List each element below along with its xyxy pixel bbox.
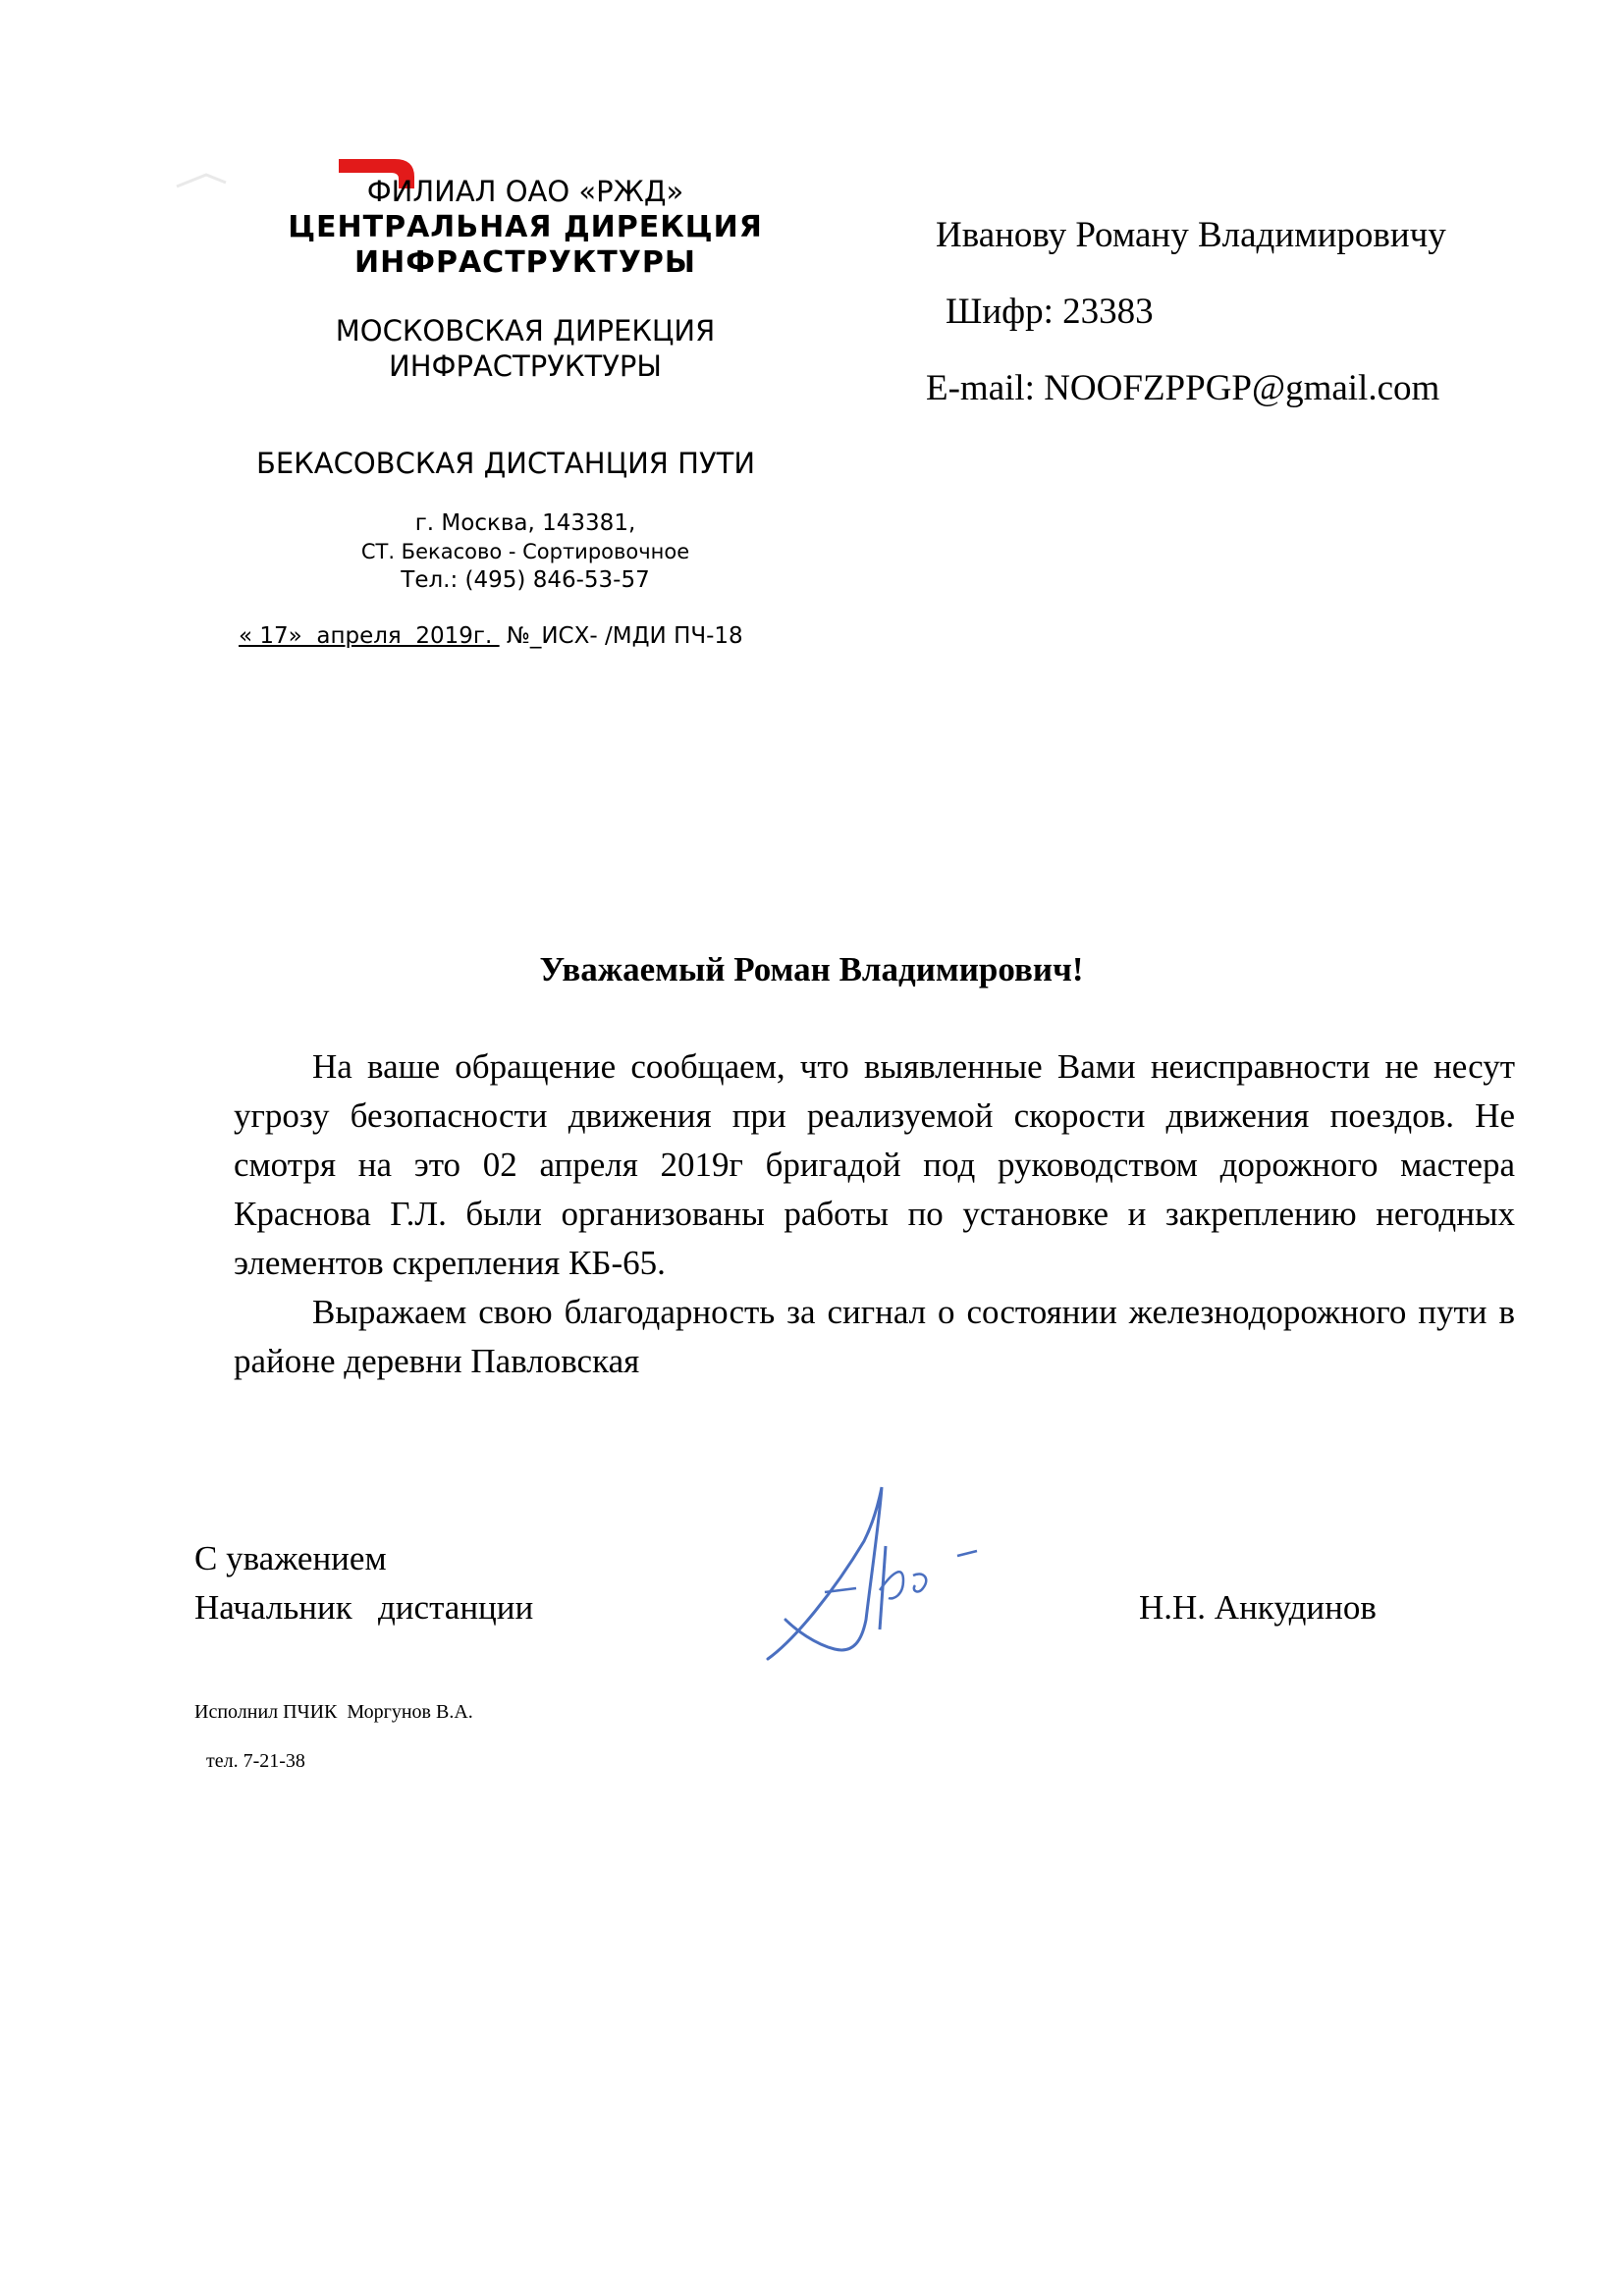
letter-number: №_ИСХ- /МДИ ПЧ-18 [499, 623, 743, 649]
signatory-name: Н.Н. Анкудинов [1139, 1588, 1377, 1627]
handwritten-signature [756, 1472, 992, 1669]
closing-position: Начальник дистанции [194, 1588, 534, 1627]
body-paragraph: Выражаем свою благодарность за сигнал о состоянии железнодорожного пути в районе деревни Павловская [234, 1293, 1515, 1380]
letterhead-address-city: г. Москва, 143381, [414, 510, 636, 536]
letter-date: « 17» апреля 2019г. [239, 623, 500, 649]
letterhead-address-station: СТ. Бекасово - Сортировочное [360, 540, 690, 563]
letterhead-phone: Тел.: (495) 846-53-57 [401, 567, 650, 593]
letter-body [234, 1042, 1515, 1386]
letterhead-moscow-directorate: МОСКОВСКАЯ ДИРЕКЦИЯ [335, 314, 716, 347]
addressee-code: Шифр: 23383 [946, 292, 1154, 332]
letterhead-central-directorate-2: ИНФРАСТРУКТУРЫ [354, 245, 696, 280]
executor-name: Исполнил ПЧИК Моргунов В.А. [194, 1701, 473, 1723]
letter-date-number [239, 623, 743, 649]
letterhead-branch: ФИЛИАЛ ОАО «РЖД» [366, 175, 684, 208]
salutation: Уважаемый Роман Владимирович! [539, 950, 1084, 988]
executor-phone: тел. 7-21-38 [206, 1750, 305, 1772]
closing-regards: С уважением [194, 1539, 387, 1577]
letterhead-moscow-directorate-2: ИНФРАСТРУКТУРЫ [389, 349, 662, 383]
body-paragraph: На ваше обращение сообщаем, что выявленные Вами неисправности не несут угрозу безопасности движения при реализуемой скорости движения поездов. Не смотря на это 02 апреля 2019г бригадой под руководством дорожного мастера Краснова Г.Л. были организованы работы по установке и закреплению негодных элементов скрепления КБ-65. [234, 1047, 1515, 1282]
addressee-email: E-mail: NOOFZPPGP@gmail.com [926, 368, 1440, 408]
letterhead-division: БЕКАСОВСКАЯ ДИСТАНЦИЯ ПУТИ [255, 447, 756, 480]
addressee-name: Иванову Роману Владимировичу [936, 215, 1446, 255]
letterhead-central-directorate: ЦЕНТРАЛЬНАЯ ДИРЕКЦИЯ [288, 210, 763, 244]
